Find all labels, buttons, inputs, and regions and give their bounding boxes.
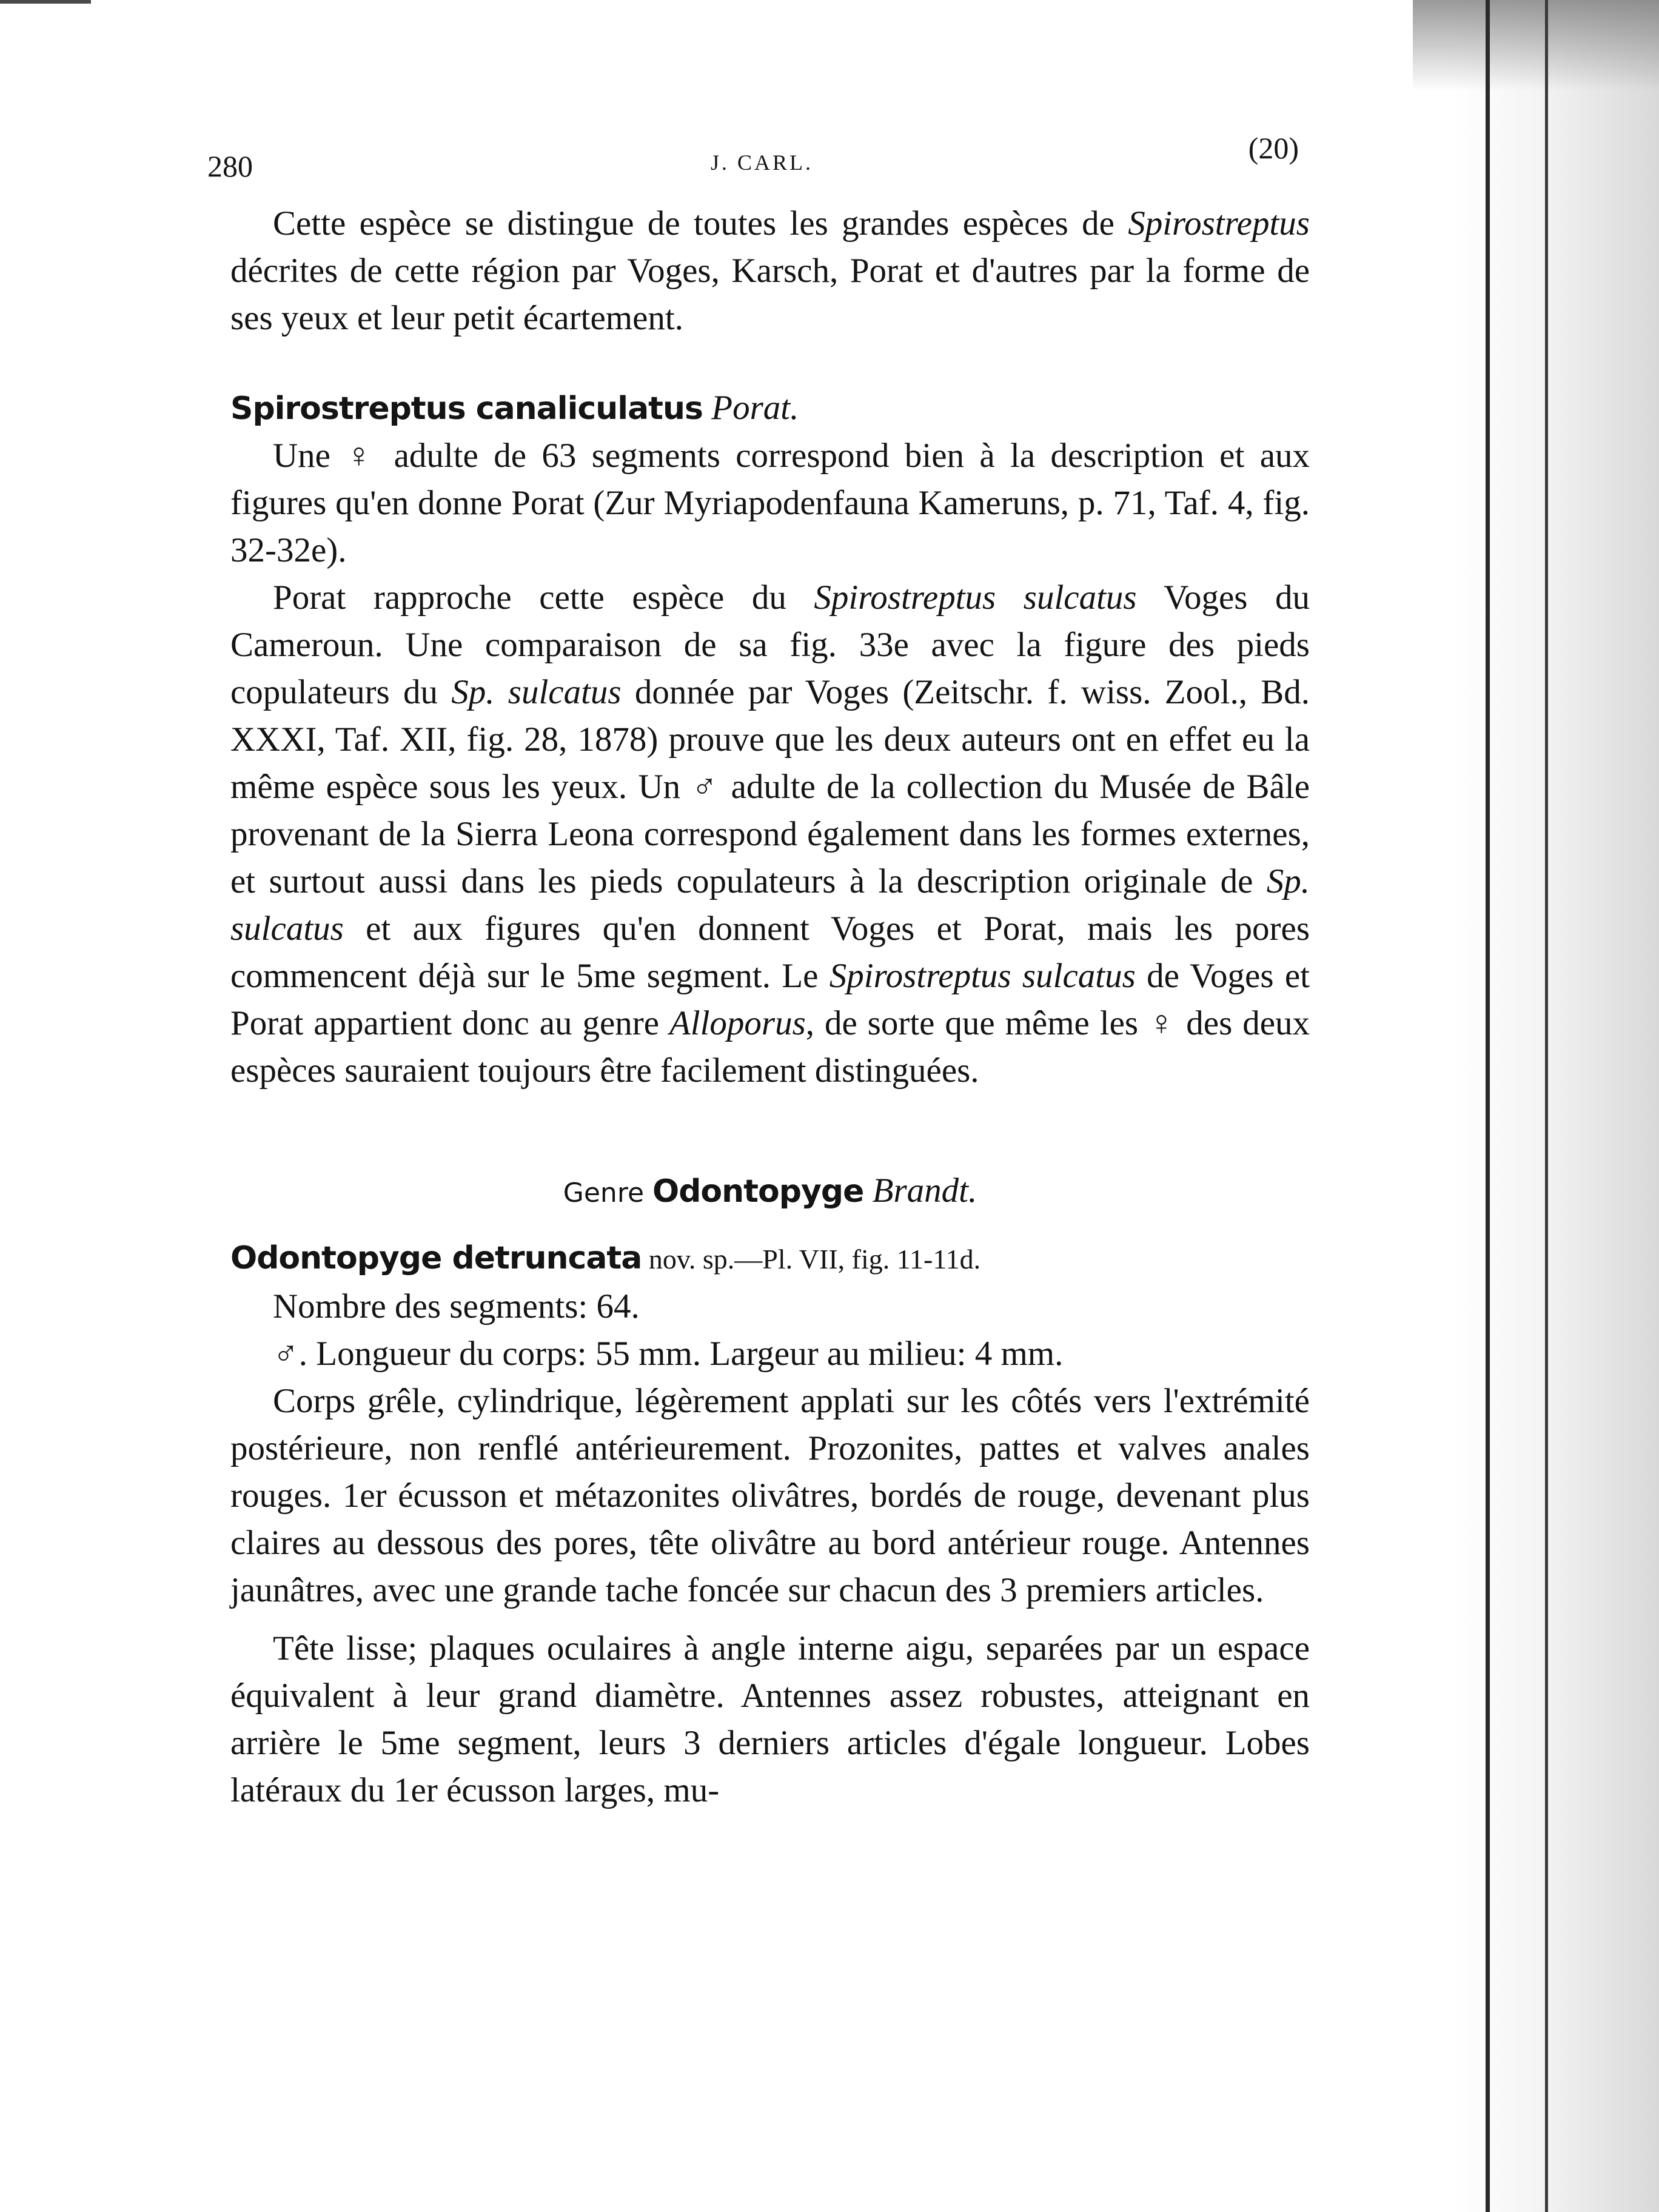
genus-author: Brandt. <box>872 1171 977 1210</box>
part-number: (20) <box>1248 131 1299 165</box>
page-header <box>207 131 1299 197</box>
scan-mark <box>0 0 91 4</box>
species-author: Porat. <box>711 389 799 427</box>
genus-heading <box>230 1167 1310 1217</box>
scan-shadow <box>1413 0 1659 91</box>
page-edge-shadow <box>1453 0 1659 2212</box>
taxon-italic: Spirostreptus sulcatus <box>829 957 1136 995</box>
text-run: et aux figures qu'en donnent Voges et Porat, mais les pores commencent déjà sur le 5me segment. Le <box>230 910 1310 995</box>
taxon-italic: Spirostreptus <box>1128 204 1310 243</box>
species-heading <box>230 1234 1310 1283</box>
paragraph: Corps grêle, cylindrique, légèrement applati sur les côtés vers l'extrémité postérieure, non renflé antérieurement. Prozonites, pattes et valves anales rouges. 1er écusson et métazonites olivâtres, bordés de rouge, devenant plus claires au dessous des pores, tête olivâtre au bord antérieur rouge. Antennes jaunâtres, avec une grande tache foncée sur chacun des 3 premiers articles. <box>230 1382 1310 1609</box>
text-run: Porat rapproche cette espèce du <box>273 578 814 617</box>
genus-name: Odontopyge <box>652 1173 864 1210</box>
taxon-italic: Spirostreptus sulcatus <box>814 578 1137 617</box>
text-run: , de sorte que même les ♀ des deux espèces sauraient toujours être facilement distinguées. <box>230 1004 1310 1090</box>
taxon-italic: Alloporus <box>669 1004 806 1042</box>
taxon-italic: Sp. sulcatus <box>451 673 622 711</box>
text-run: décrites de cette région par Voges, Karsch, Porat et d'autres par la forme de ses yeux et leur petit écartement. <box>230 252 1310 337</box>
intro-paragraph <box>230 200 1310 342</box>
running-head: J. CARL. <box>711 150 814 175</box>
page-number: 280 <box>207 149 253 183</box>
page-edge-line <box>1486 0 1490 2212</box>
paragraph: Une ♀ adulte de 63 segments correspond bien à la description et aux figures qu'en donne Porat (Zur Myriapodenfauna Kameruns, p. 71, Taf. 4, fig. 32-32e). <box>230 437 1310 569</box>
text-run: Cette espèce se distingue de toutes les grandes espèces de <box>273 204 1128 243</box>
text-run: de Voges et Porat appartient donc au genre <box>230 957 1310 1042</box>
species-name: Spirostreptus canaliculatus <box>230 390 703 427</box>
species-heading <box>230 384 1310 432</box>
species-name: Odontopyge detruncata <box>230 1240 642 1276</box>
text-run: donnée par Voges (Zeitschr. f. wiss. Zool., Bd. XXXI, Taf. XII, fig. 28, 1878) prouve que les deux auteurs ont en effet eu la même espèce sous les yeux. Un ♂ adulte de la collection du Musée de Bâle provenant de la Sierra Leona correspond également dans les formes externes, et surtout aussi dans les pieds copulateurs à la description originale de <box>230 673 1310 900</box>
taxon-italic: Sp. sulcatus <box>230 862 1310 948</box>
plate-reference: nov. sp.—Pl. VII, fig. 11-11d. <box>642 1244 981 1275</box>
segment-count: Nombre des segments: 64. <box>273 1287 640 1326</box>
body-measurements: ♂. Longueur du corps: 55 mm. Largeur au milieu: 4 mm. <box>273 1335 1064 1373</box>
genus-label: Genre <box>563 1178 652 1208</box>
paragraph <box>230 574 1310 1094</box>
text-run: Voges du Cameroun. Une comparaison de sa fig. 33e avec la figure des pieds copulateurs du <box>230 578 1310 711</box>
paragraph: Tête lisse; plaques oculaires à angle interne aigu, separées par un espace équivalent à leur grand diamètre. Antennes assez robustes, atteignant en arrière le 5me segment, leurs 3 derniers articles d'égale longueur. Lobes latéraux du 1er écusson larges, mu- <box>230 1629 1310 1809</box>
page-body <box>230 200 1310 1814</box>
page-edge-line <box>1545 0 1548 2212</box>
